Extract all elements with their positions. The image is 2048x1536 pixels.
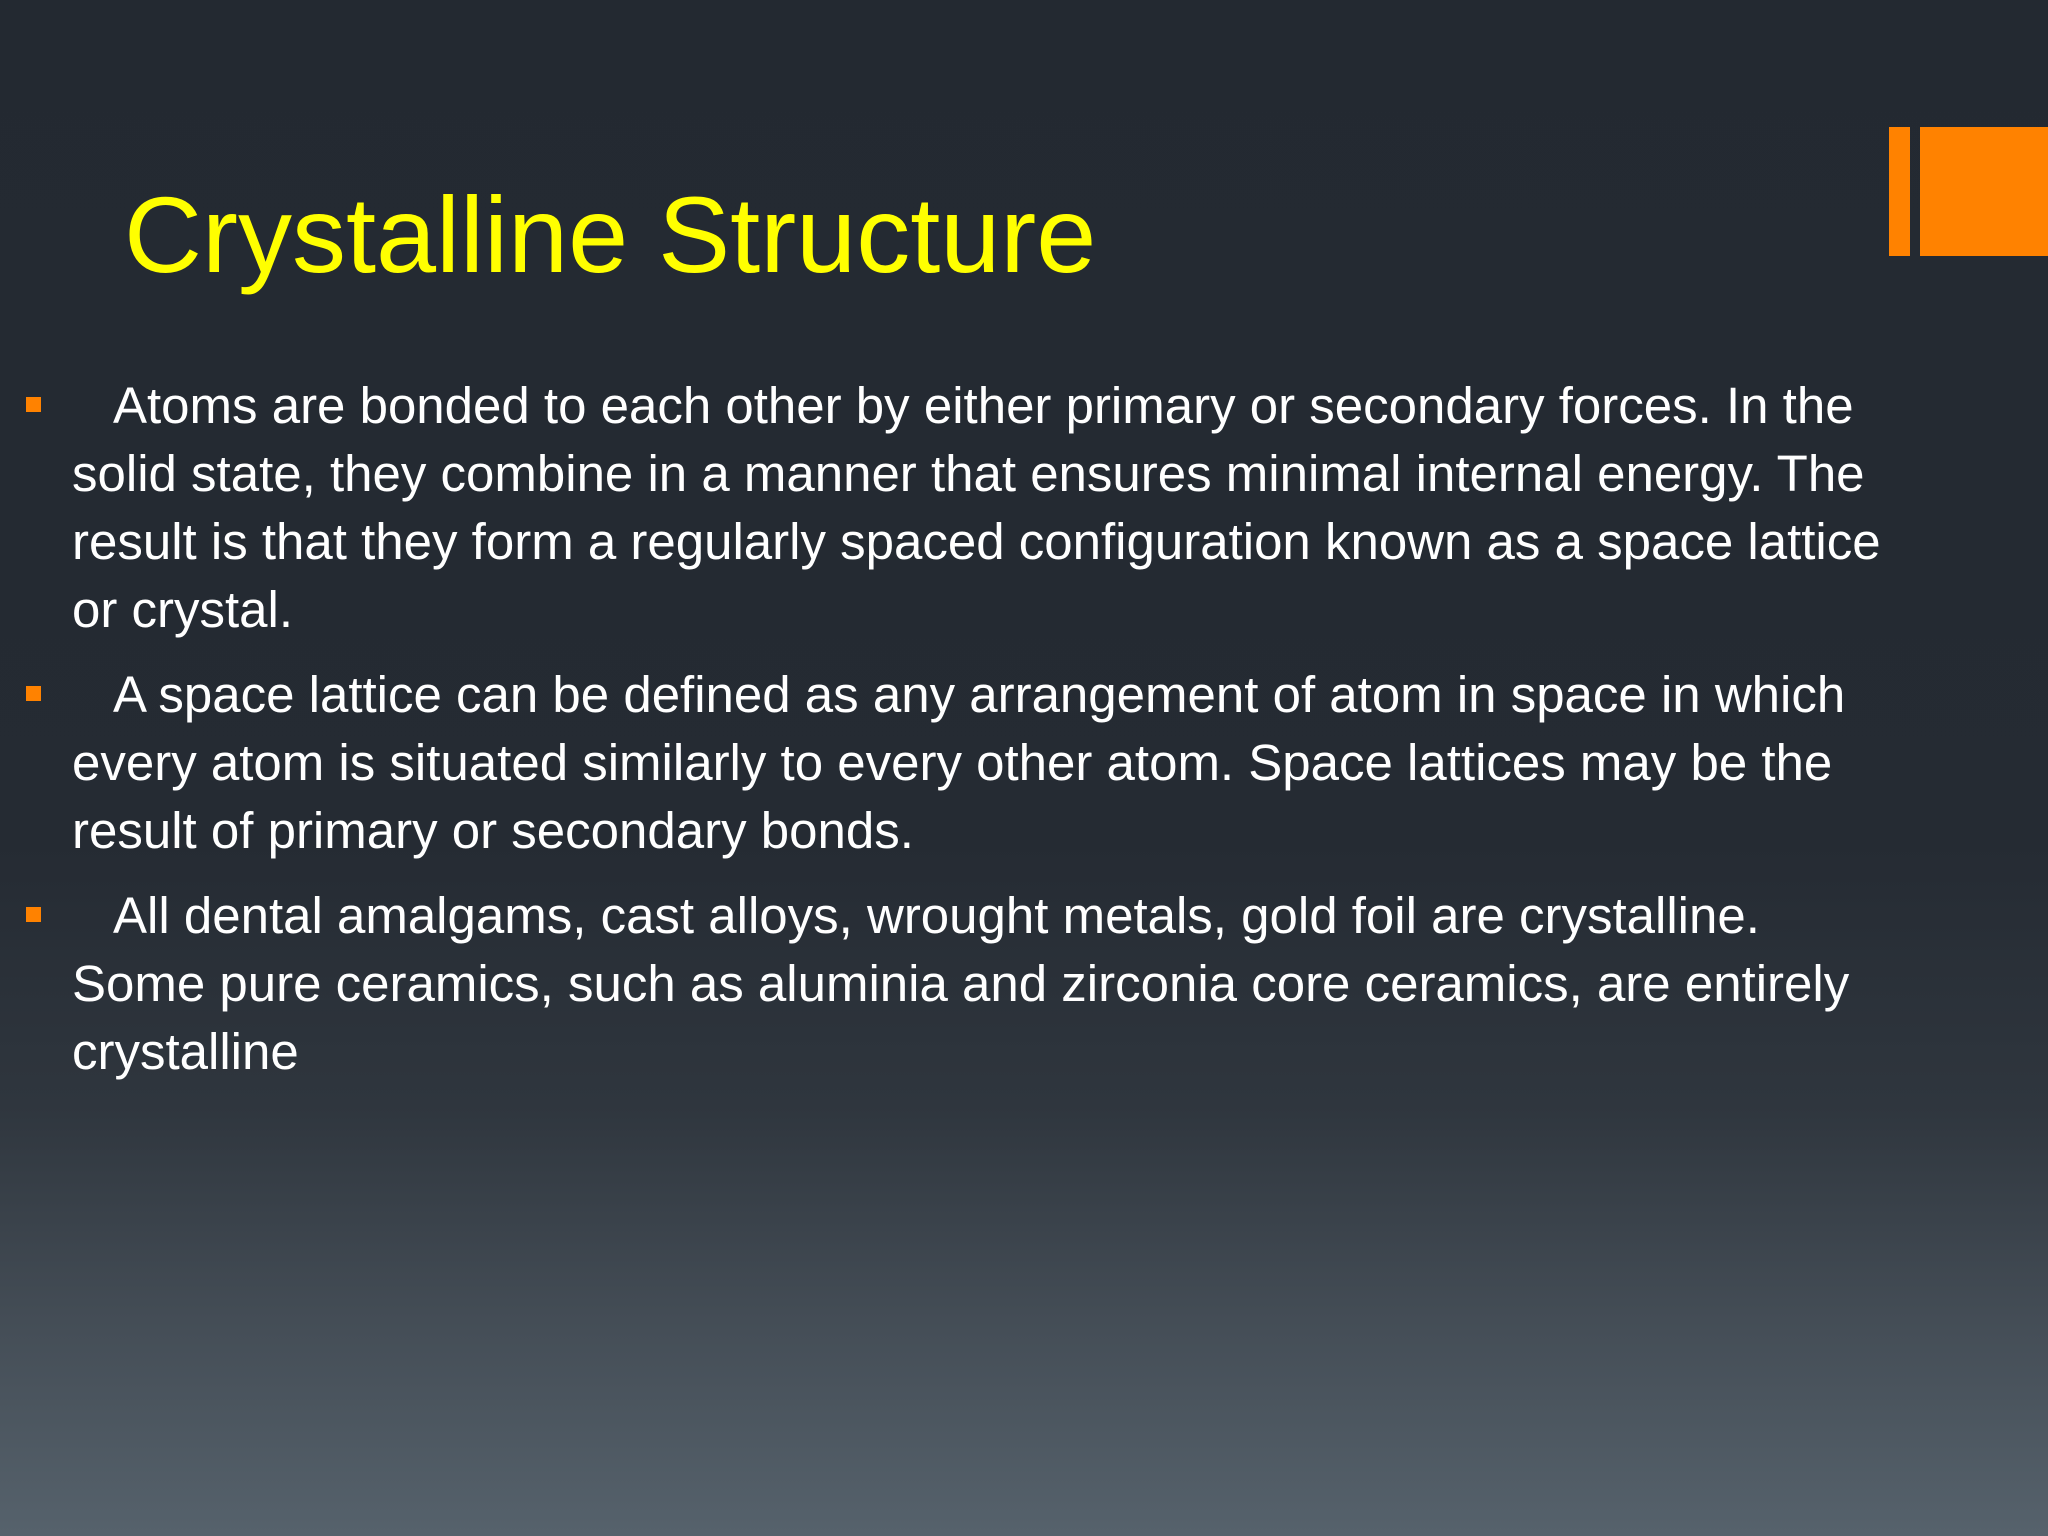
bullet-item	[0, 661, 1900, 865]
accent-bar-wide	[1920, 127, 2048, 256]
bullet-text: All dental amalgams, cast alloys, wrought metals, gold foil are crystalline. Some pure ceramics, such as aluminia and zirconia core ceramics, are entirely crystalline	[72, 887, 1850, 1080]
bullet-text: Atoms are bonded to each other by either primary or secondary forces. In the solid state, they combine in a manner that ensures minimal internal energy. The result is that they form a regularly spaced configuration known as a space lattice or crystal.	[72, 377, 1881, 638]
square-bullet-icon	[26, 397, 41, 412]
square-bullet-icon	[26, 907, 41, 922]
bullet-text: A space lattice can be defined as any arrangement of atom in space in which every atom is situated similarly to every other atom. Space lattices may be the result of primary or secondary bonds.	[72, 666, 1846, 859]
square-bullet-icon	[26, 686, 41, 701]
bullet-item	[0, 882, 1900, 1086]
bullet-list	[0, 372, 1900, 1103]
accent-bar-thin	[1889, 127, 1910, 256]
bullet-item	[0, 372, 1900, 644]
slide-title: Crystalline Structure	[124, 174, 1097, 295]
